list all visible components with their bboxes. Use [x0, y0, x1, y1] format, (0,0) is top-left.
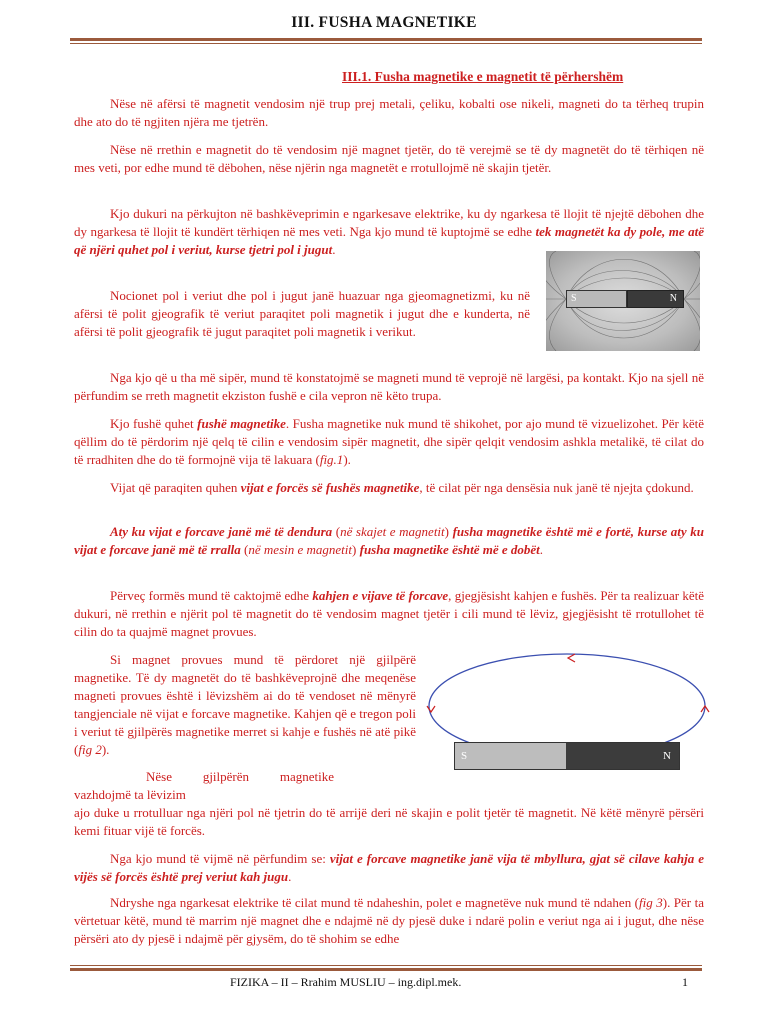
paragraph-7 [74, 479, 704, 497]
p6-fig-ref: fig.1 [319, 452, 344, 467]
paragraph-11b: ajo duke u rrotulluar nga njëri pol në tjetrin do të arrijë deri në skajin e polit tjetër të magnetit. Në këtë mënyrë përsëri kemi fituar vijë të forcës. [74, 805, 704, 838]
chapter-title: III. FUSHA MAGNETIKE [291, 14, 477, 31]
p13-fig-ref: fig 3 [639, 895, 663, 910]
p8-note2: në mesin e magnetit [248, 542, 353, 557]
p7-end: , të cilat për nga densësia nuk janë të njejta çdokund. [419, 480, 694, 495]
p3-emphasis: tek magnetët ka dy pole, me atë që njëri quhet pol i veriut, kurse tjetri pol i jugut [74, 224, 704, 257]
arrow-left-icon [427, 706, 435, 712]
p10-text: Si magnet provues mund të përdoret një gjilpërë magnetike. Të dy magnetët do të bashkëveprojnë dhe meqenëse magneti provues është i lëvizshëm ai do të vendoset në mënyrë tangjenciale në vijat e forcave magnetike. Kahjen që e tregon poli i veriut të gjilpërës magnetike merret si kahje e fushës në atë pikë ( [74, 652, 416, 757]
paragraph-13 [74, 894, 704, 948]
paragraph-9 [74, 587, 704, 641]
p13-end: ). Për ta vërtetuar këtë, mund të marrim një magnet dhe e ndajmë në dy pjesë duke i ndarë polin e veriut nga ai i jugut, dhe nëse përsëri ato dy pjesë i ndajmë për gjysëm, do të shohim se edhe [74, 895, 704, 946]
p8-paren3: ( [240, 542, 249, 557]
p6-text: Kjo fushë quhet [110, 416, 198, 431]
paragraph-2: Nëse në rrethin e magnetit do të vendosim një magnet tjetër, do të verejmë se të dy magnetët do të tërhiqen në mes veti, por edhe mund të dëbohen, nëse njërin nga magnetët e rrotullojmë në skajin tjetër. [74, 142, 704, 175]
p10-fig-ref: fig 2 [78, 742, 102, 757]
p8-end: . [539, 542, 544, 557]
p9-end: , gjegjësisht kahjen e fushës. Për ta realizuar këtë dukuri, në rrethin e njërit pol të magnetit do të vendosim magnet tjetër i cili mund të lëviz, gjegjësisht të rrotullohet të cilin do ta quajmë magnet provues. [74, 588, 704, 639]
paragraph-12 [74, 850, 704, 886]
paragraph-8 [74, 523, 704, 559]
p8-emph2: fusha magnetike është më e fortë, kurse aty ku vijat e forcave janë më të rralla [74, 524, 704, 557]
p13-text: Ndryshe nga ngarkesat elektrike të cilat mund të ndaheshin, polet e magnetëve nuk mund të ndahen ( [110, 895, 640, 910]
p8-paren4: ) [352, 542, 360, 557]
footer-text: FIZIKA – II – Rrahim MUSLIU – ing.dipl.mek. [230, 975, 462, 989]
p3-text: Kjo dukuri na përkujton në bashkëveprimin e ngarkesave elektrike, ku dy ngarkesa të llojit të njejtë dëbohen dhe dy ngarkesa të llojit të kundërt tërhiqen në mes veti. Nga kjo mund të kuptojmë se edhe [74, 206, 704, 239]
paragraph-10 [74, 651, 416, 759]
figure-2-field-line [425, 648, 715, 774]
p8-paren2: ) [444, 524, 453, 539]
p8-emph1: Aty ku vijat e forcave janë më të dendura [110, 524, 333, 539]
p6-end: ). [343, 452, 351, 467]
north-pole: N [627, 290, 684, 308]
footer-rule-thin [70, 965, 702, 966]
south-pole-2: S [455, 743, 566, 769]
bar-magnet [566, 290, 684, 308]
p8-paren1: ( [332, 524, 341, 539]
paragraph-1: Nëse në afërsi të magnetit vendosim një trup prej metali, çeliku, kobalti ose nikeli, magneti do ta tërheq trupin dhe ato do të ngjiten njëra me tjetrën. [74, 96, 704, 129]
p12-conclusion: vijat e forcave magnetike janë vija të mbyllura, gjat së cilave kahja e vijës së forcës është prej veriut kah jugu [74, 851, 705, 884]
p6-text2: . Fusha magnetike nuk mund të shikohet, por ajo mund të vizuelizohet. Për këtë qëllim do të përdorim një qelq të cilin e vendosim sipër magnetit, dhe sipër qelqit vendosim ashkla metalikë, të cilat do të rradhiten dhe do të formojnë vija të lakuara ( [74, 416, 705, 467]
p3-end: . [332, 242, 336, 257]
bar-magnet-2 [454, 742, 680, 770]
header-rule-thick [70, 38, 702, 41]
p12-end: . [288, 869, 292, 884]
p9-text: Përveç formës mund të caktojmë edhe [110, 588, 313, 603]
section-title: III.1. Fusha magnetike e magnetit të përhershëm [342, 69, 624, 84]
paragraph-5: Nga kjo që u tha më sipër, mund të konstatojmë se magneti mund të veprojë në largësi, pa kontakt. Kjo na sjell në përfundim se rreth magnetit ekziston fushë e cila vepron në këto trupa. [74, 370, 704, 403]
p7-term: vijat e forcës së fushës magnetike [240, 480, 420, 495]
header-rule-thin [70, 43, 702, 44]
paragraph-11a: Nëse gjilpërën magnetike vazhdojmë ta lëvizim [74, 769, 334, 802]
page-number: 1 [682, 975, 688, 989]
p12-text: Nga kjo mund të vijmë në përfundim se: [110, 851, 330, 866]
south-pole: S [566, 290, 627, 308]
arrow-top-icon [568, 654, 575, 662]
p8-emph3: fusha magnetike është më e dobët [359, 542, 540, 557]
p8-note1: në skajet e magnetit [340, 524, 445, 539]
p10-end: ). [101, 742, 110, 757]
p6-term: fushë magnetike [197, 416, 286, 431]
p7-text: Vijat që paraqiten quhen [110, 480, 241, 495]
p9-term: kahjen e vijave të forcave [312, 588, 449, 603]
footer-rule-thick [70, 968, 702, 971]
figure-1-iron-filings [546, 251, 700, 351]
paragraph-4: Nocionet pol i veriut dhe pol i jugut janë huazuar nga gjeomagnetizmi, ku në afërsi të polit gjeografik të veriut paraqitet poli magnetik i jugut dhe e kunderta, në afërsi të polit gjeografik të jugut paraqitet poli magnetik i verikut. [74, 288, 530, 339]
paragraph-6 [74, 415, 704, 469]
north-pole-2: N [566, 743, 679, 769]
